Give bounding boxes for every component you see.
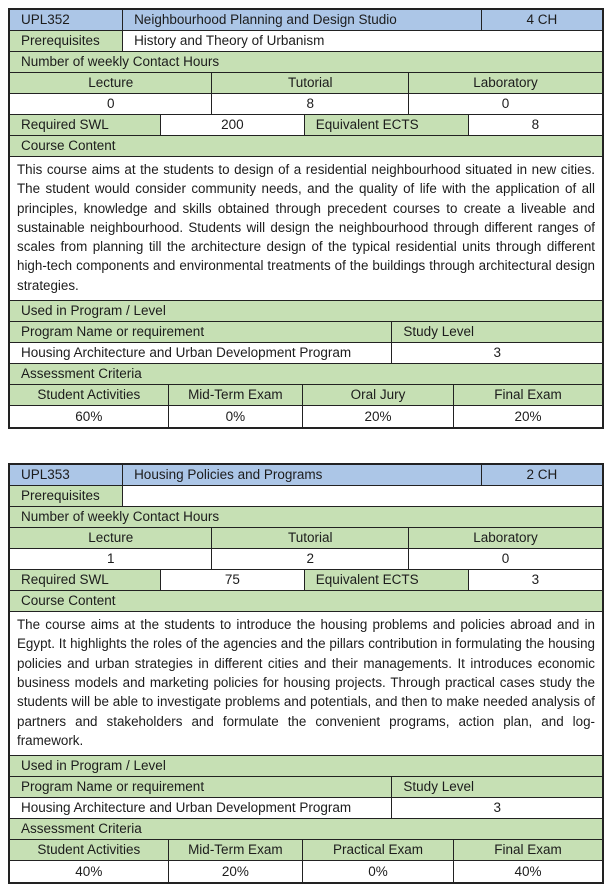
tutorial-value: 2 bbox=[212, 549, 409, 570]
program-name-label: Program Name or requirement bbox=[10, 777, 392, 798]
assessment-header-row bbox=[10, 840, 602, 861]
assessment-col-1-label: Student Activities bbox=[10, 385, 169, 406]
equivalent-ects-value: 8 bbox=[469, 115, 602, 136]
contact-hours-header-row bbox=[10, 73, 602, 94]
assessment-col-2-label: Mid-Term Exam bbox=[169, 385, 303, 406]
laboratory-value: 0 bbox=[409, 549, 602, 570]
assessment-section-row bbox=[10, 819, 602, 840]
program-header-row bbox=[10, 322, 602, 343]
study-level-value: 3 bbox=[392, 798, 602, 819]
program-values-row bbox=[10, 343, 602, 364]
contact-hours-section-header: Number of weekly Contact Hours bbox=[10, 507, 602, 528]
course-content-row bbox=[10, 612, 602, 756]
course-header-row bbox=[10, 465, 602, 486]
course-code: UPL352 bbox=[10, 10, 123, 31]
assessment-col-2-value: 0% bbox=[169, 406, 303, 427]
course-content-row bbox=[10, 157, 602, 301]
lecture-header: Lecture bbox=[10, 73, 212, 94]
laboratory-header: Laboratory bbox=[409, 73, 602, 94]
assessment-col-4-label: Final Exam bbox=[454, 840, 602, 861]
assessment-col-3-value: 0% bbox=[303, 861, 454, 882]
prerequisites-label: Prerequisites bbox=[10, 486, 123, 507]
contact-hours-values-row bbox=[10, 549, 602, 570]
prerequisites-value: History and Theory of Urbanism bbox=[123, 31, 602, 52]
course-content-text: The course aims at the students to introduce the housing problems and policies abroad and in Egypt. It highlights the roles of the agencies and the pillars contribution in formulating the housing policies and urban strategies in different cities and their managements. It introduces economic business models and marketing policies for housing projects. Through practical cases study the students will be able to investigate problems and potentials, and then to make needed analysis of partners and stakeholders and formulate the convenient programs, action plan, and log-framework. bbox=[10, 612, 602, 756]
assessment-values-row bbox=[10, 406, 602, 427]
tutorial-header: Tutorial bbox=[212, 73, 409, 94]
lecture-header: Lecture bbox=[10, 528, 212, 549]
assessment-col-3-value: 20% bbox=[303, 406, 454, 427]
assessment-section-row bbox=[10, 364, 602, 385]
course-table-upl352 bbox=[8, 8, 604, 429]
course-content-section-row bbox=[10, 136, 602, 157]
course-content-section-header: Course Content bbox=[10, 591, 602, 612]
required-swl-value: 75 bbox=[161, 570, 305, 591]
assessment-section-header: Assessment Criteria bbox=[10, 819, 602, 840]
equivalent-ects-label: Equivalent ECTS bbox=[305, 115, 469, 136]
required-swl-label: Required SWL bbox=[10, 115, 161, 136]
prerequisites-label: Prerequisites bbox=[10, 31, 123, 52]
course-content-section-row bbox=[10, 591, 602, 612]
course-content-text: This course aims at the students to design of a residential neighbourhood situated in new cities. The student would consider community needs, and the quality of life with the application of all principles, knowledge and skills obtained through precedent courses to create a liveable and sustainable neighbourhood. Students will design the neighbourhood through different ranges of scales from planning till the architecture design of the typical residential units through different high-tech components and environmental treatments of the buildings through architectural design strategies. bbox=[10, 157, 602, 301]
laboratory-value: 0 bbox=[409, 94, 602, 115]
study-level-label: Study Level bbox=[392, 777, 602, 798]
course-content-section-header: Course Content bbox=[10, 136, 602, 157]
assessment-col-4-label: Final Exam bbox=[454, 385, 602, 406]
assessment-col-3-label: Practical Exam bbox=[303, 840, 454, 861]
required-swl-value: 200 bbox=[161, 115, 305, 136]
program-header-row bbox=[10, 777, 602, 798]
used-in-program-header: Used in Program / Level bbox=[10, 756, 602, 777]
contact-hours-header-row bbox=[10, 528, 602, 549]
used-in-program-header: Used in Program / Level bbox=[10, 301, 602, 322]
program-name-value: Housing Architecture and Urban Development Program bbox=[10, 798, 392, 819]
course-title: Neighbourhood Planning and Design Studio bbox=[123, 10, 482, 31]
course-title: Housing Policies and Programs bbox=[123, 465, 482, 486]
assessment-col-3-label: Oral Jury bbox=[303, 385, 454, 406]
program-name-label: Program Name or requirement bbox=[10, 322, 392, 343]
study-level-value: 3 bbox=[392, 343, 602, 364]
contact-hours-section-row bbox=[10, 52, 602, 73]
equivalent-ects-value: 3 bbox=[469, 570, 602, 591]
equivalent-ects-label: Equivalent ECTS bbox=[305, 570, 469, 591]
assessment-col-4-value: 20% bbox=[454, 406, 602, 427]
contact-hours-values-row bbox=[10, 94, 602, 115]
tutorial-header: Tutorial bbox=[212, 528, 409, 549]
contact-hours-section-row bbox=[10, 507, 602, 528]
assessment-header-row bbox=[10, 385, 602, 406]
lecture-value: 0 bbox=[10, 94, 212, 115]
study-level-label: Study Level bbox=[392, 322, 602, 343]
lecture-value: 1 bbox=[10, 549, 212, 570]
program-values-row bbox=[10, 798, 602, 819]
assessment-col-1-label: Student Activities bbox=[10, 840, 169, 861]
assessment-col-4-value: 40% bbox=[454, 861, 602, 882]
assessment-col-2-label: Mid-Term Exam bbox=[169, 840, 303, 861]
swl-row bbox=[10, 570, 602, 591]
prerequisites-row bbox=[10, 31, 602, 52]
course-code: UPL353 bbox=[10, 465, 123, 486]
laboratory-header: Laboratory bbox=[409, 528, 602, 549]
assessment-section-header: Assessment Criteria bbox=[10, 364, 602, 385]
assessment-col-2-value: 20% bbox=[169, 861, 303, 882]
required-swl-label: Required SWL bbox=[10, 570, 161, 591]
program-name-value: Housing Architecture and Urban Development Program bbox=[10, 343, 392, 364]
course-credit-hours: 2 CH bbox=[482, 465, 602, 486]
course-credit-hours: 4 CH bbox=[482, 10, 602, 31]
used-in-program-row bbox=[10, 756, 602, 777]
course-header-row bbox=[10, 10, 602, 31]
prerequisites-value bbox=[123, 486, 602, 507]
prerequisites-row bbox=[10, 486, 602, 507]
course-table-upl353 bbox=[8, 463, 604, 884]
contact-hours-section-header: Number of weekly Contact Hours bbox=[10, 52, 602, 73]
assessment-values-row bbox=[10, 861, 602, 882]
assessment-col-1-value: 60% bbox=[10, 406, 169, 427]
tutorial-value: 8 bbox=[212, 94, 409, 115]
swl-row bbox=[10, 115, 602, 136]
used-in-program-row bbox=[10, 301, 602, 322]
assessment-col-1-value: 40% bbox=[10, 861, 169, 882]
